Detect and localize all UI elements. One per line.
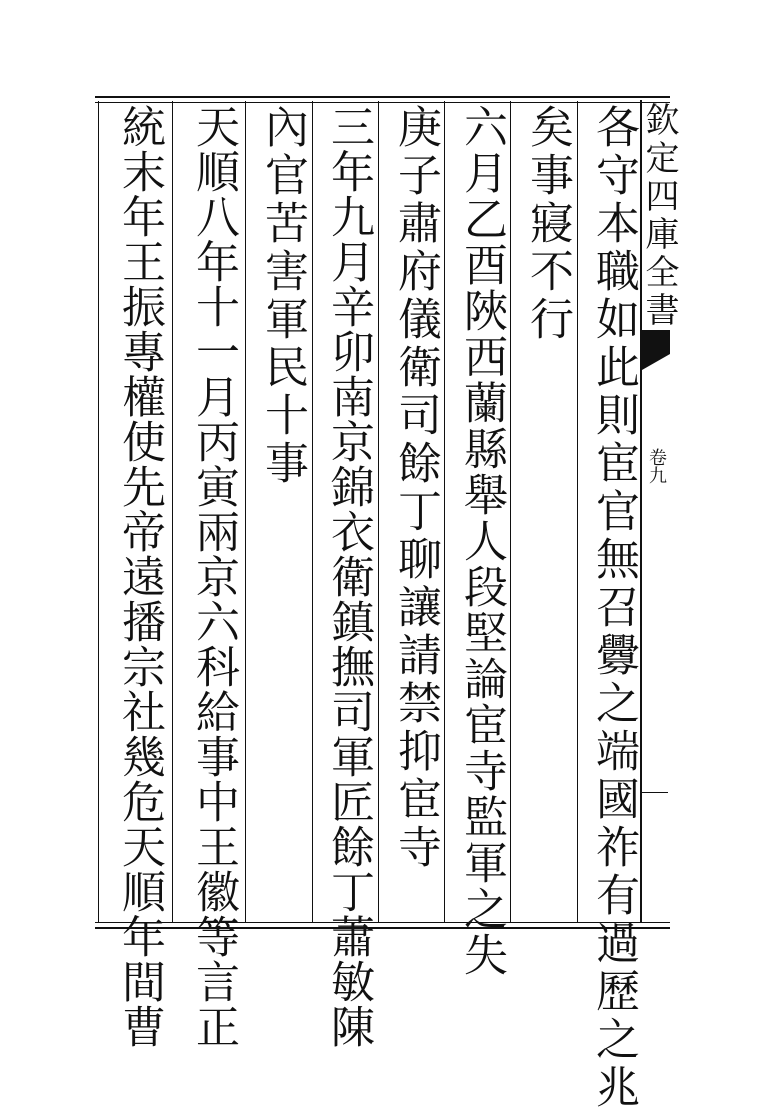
margin-tick [640, 792, 668, 793]
column-divider [577, 101, 578, 922]
text-column-4: 庚子肅府儀衛司餘丁聊讓請禁抑宦寺 [390, 104, 441, 872]
text-column-7: 天順八年十一月丙寅兩京六科給事中王徽等言正 [188, 104, 239, 1049]
column-divider [510, 101, 511, 922]
top-border-rule [95, 96, 670, 103]
text-column-5: 三年九月辛卯南京錦衣衛鎮撫司軍匠餘丁蕭敏陳 [323, 104, 374, 1049]
column-divider [312, 101, 313, 922]
text-column-6: 內官苦害軍民十事 [257, 104, 308, 488]
volume-label: 卷九 [646, 448, 667, 484]
column-divider [245, 101, 246, 922]
column-divider [172, 101, 173, 922]
text-column-2: 矣事寢不行 [522, 104, 573, 344]
text-column-1: 各守本職如此則宦官無召釁之端國祚有過歷之兆 [588, 104, 639, 1112]
text-column-8: 統末年王振專權使先帝遠播宗社幾危天順年間曹 [114, 104, 165, 1049]
column-divider [378, 101, 379, 922]
column-divider [444, 101, 445, 922]
column-divider [98, 101, 99, 922]
bottom-border-rule [95, 922, 670, 929]
collection-title: 欽定四庫全書 [639, 102, 679, 330]
text-column-3: 六月乙酉陜西蘭縣舉人段堅論宦寺監軍之失 [456, 104, 507, 978]
